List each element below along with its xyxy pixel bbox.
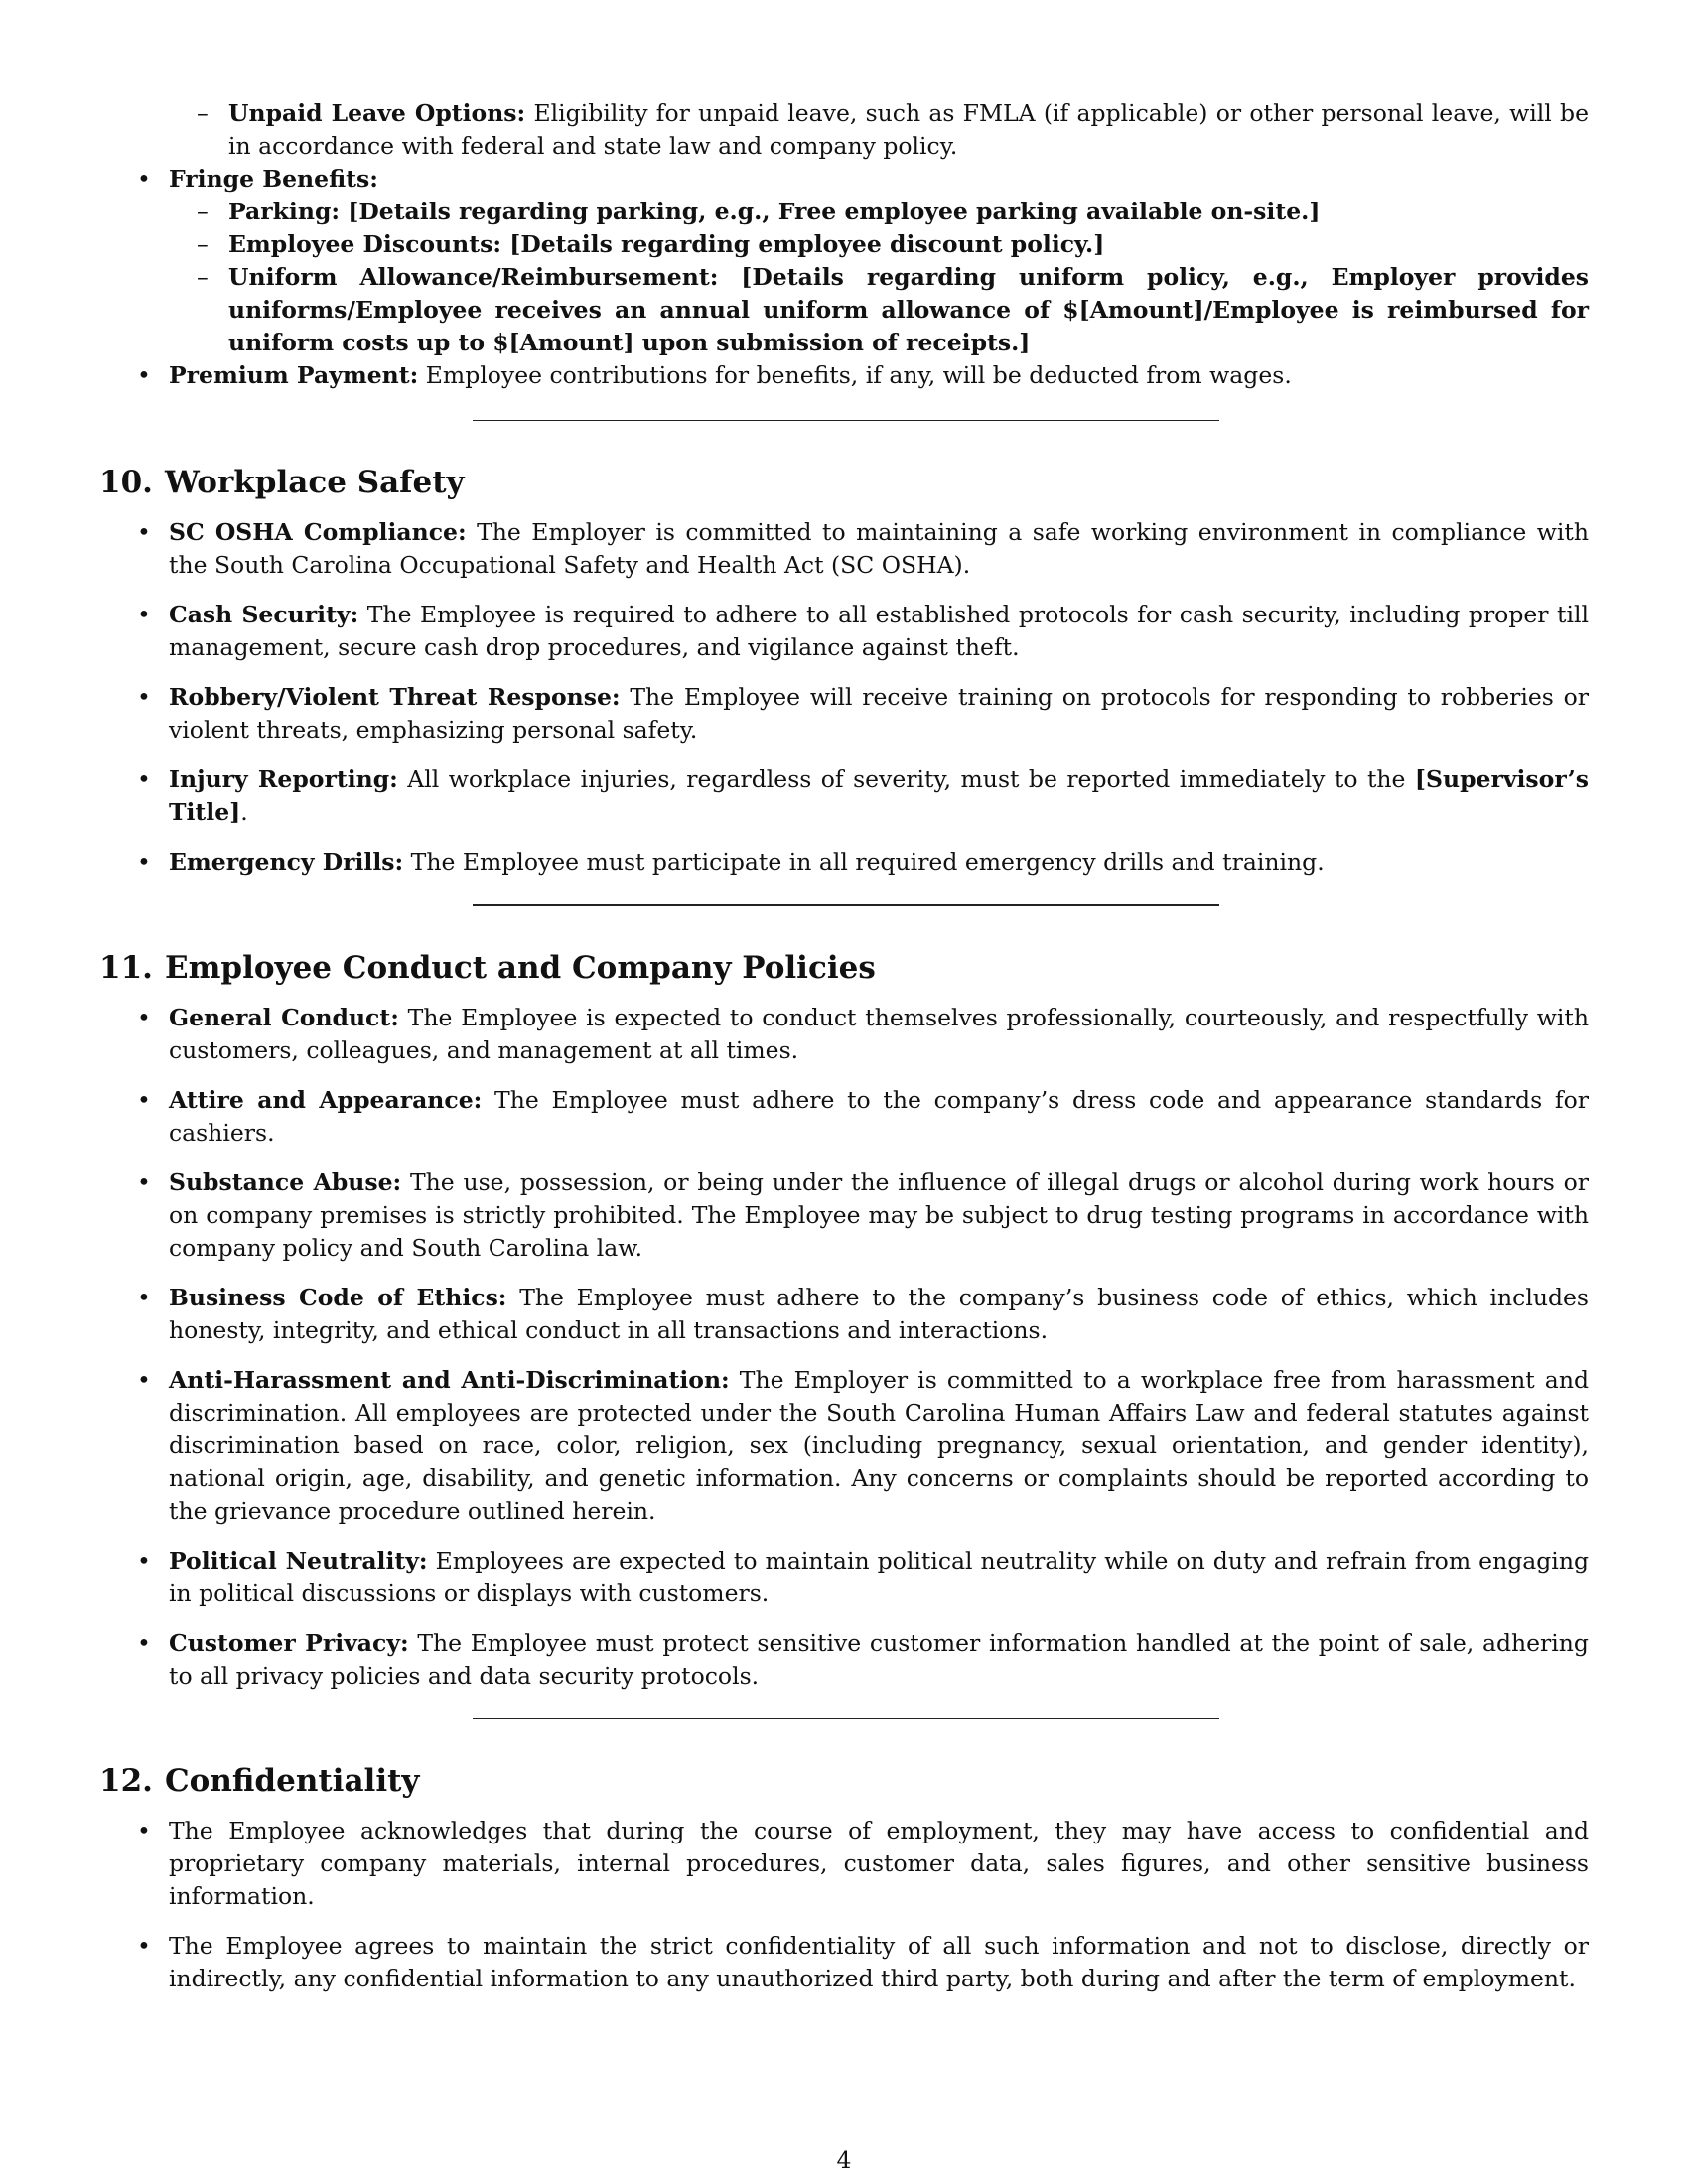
item-title: Substance Abuse: <box>169 1168 402 1196</box>
list-item <box>99 516 1589 582</box>
item-title: Uniform Allowance/Reimbursement: <box>228 263 719 291</box>
item-title: General Conduct: <box>169 1004 399 1031</box>
employee-conduct-list <box>99 1002 1589 1693</box>
item-title: Business Code of Ethics: <box>169 1284 507 1311</box>
section-number: 12. <box>99 1763 153 1799</box>
list-item <box>99 1166 1589 1265</box>
list-item <box>99 599 1589 664</box>
section-heading-employee-conduct <box>99 948 1589 988</box>
list-item <box>99 1282 1589 1347</box>
item-title: Emergency Drills: <box>169 848 404 876</box>
section-title: Workplace Safety <box>165 465 465 500</box>
item-title: Cash Security: <box>169 601 359 628</box>
section-title: Employee Conduct and Company Policies <box>165 950 876 986</box>
list-item-fringe-benefits <box>99 163 1589 196</box>
item-title: Customer Privacy: <box>169 1629 409 1657</box>
item-text: The Employer is committed to a workplace free from harassment and discrimination. All employees are protected under the South Carolina Human Affairs Law and federal statutes against discrimination based on race, color, religion, sex (including pregnancy, sexual orientation, and gender identity), national origin, age, disability, and genetic information. Any concerns or complaints should be reported according to the grievance procedure outlined herein. <box>169 1366 1589 1525</box>
item-title: Anti-Harassment and Anti-Discrimination: <box>169 1366 730 1394</box>
item-text: The Employee must protect sensitive customer information handled at the point of sale, adhering to all privacy policies and data security protocols. <box>169 1629 1589 1690</box>
list-item-employee-discounts <box>99 228 1589 261</box>
item-text: The Employee is required to adhere to all established protocols for cash security, including proper till management, secure cash drop procedures, and vigilance against theft. <box>169 601 1589 661</box>
document-page <box>99 97 1589 2012</box>
item-title: Attire and Appearance: <box>169 1086 483 1114</box>
section-number: 10. <box>99 465 153 500</box>
item-title: SC OSHA Compliance: <box>169 518 467 546</box>
item-title: Parking: <box>228 198 341 225</box>
list-item <box>99 1627 1589 1693</box>
confidentiality-list <box>99 1815 1589 1995</box>
benefits-continuation-list <box>99 97 1589 392</box>
item-title: Political Neutrality: <box>169 1547 428 1574</box>
section-number: 11. <box>99 950 153 986</box>
item-text: Eligibility for unpaid leave, such as FMLA (if applicable) or other personal leave, will be in accordance with federal and state law and company policy. <box>228 99 1589 160</box>
section-divider <box>473 1718 1219 1719</box>
list-item <box>99 1002 1589 1067</box>
list-item: • The Employee agrees to maintain the strict confidentiality of all such information and not to disclose, directly or indirectly, any confidential information to any unauthorized third party, both during and after the term of employment. <box>99 1930 1589 1995</box>
list-item-premium-payment <box>99 359 1589 392</box>
list-item <box>99 1364 1589 1528</box>
section-divider <box>473 904 1219 906</box>
item-title: Fringe Benefits: <box>169 165 378 193</box>
item-inline-bold: [Supervisor’s Title] <box>169 765 1589 826</box>
item-text: All workplace injuries, regardless of severity, must be reported immediately to the <box>397 765 1415 793</box>
item-text: The Employee must adhere to the company’s dress code and appearance standards for cashiers. <box>169 1086 1589 1147</box>
item-text: Employee contributions for benefits, if any, will be deducted from wages. <box>418 361 1292 389</box>
workplace-safety-list <box>99 516 1589 879</box>
item-text: The Employer is committed to maintaining a safe working environment in compliance with the South Carolina Occupational Safety and Health Act (SC OSHA). <box>169 518 1589 579</box>
item-text: The Employee will receive training on protocols for responding to robberies or violent threats, emphasizing personal safety. <box>169 683 1589 744</box>
list-item <box>99 763 1589 829</box>
list-item: • The Employee acknowledges that during the course of employment, they may have access to confidential and proprietary company materials, internal procedures, customer data, sales figures, and other sensitive business information. <box>99 1815 1589 1913</box>
item-text: Employees are expected to maintain political neutrality while on duty and refrain from engaging in political discussions or displays with customers. <box>169 1547 1589 1607</box>
list-item <box>99 846 1589 879</box>
list-item-unpaid-leave <box>99 97 1589 163</box>
page-number: 4 <box>836 2146 852 2174</box>
item-title: Employee Discounts: <box>228 230 502 258</box>
item-title: Injury Reporting: <box>169 765 398 793</box>
item-text: The use, possession, or being under the influence of illegal drugs or alcohol during work hours or on company premises is strictly prohibited. The Employee may be subject to drug testing programs in accordance with company policy and South Carolina law. <box>169 1168 1589 1262</box>
item-text: The Employee is expected to conduct themselves professionally, courteously, and respectfully with customers, colleagues, and management at all times. <box>169 1004 1589 1064</box>
list-item-parking <box>99 196 1589 228</box>
document-content <box>99 97 1589 1995</box>
item-tail: . <box>240 798 248 826</box>
section-title: Confidentiality <box>165 1763 420 1799</box>
list-item <box>99 1084 1589 1150</box>
list-item <box>99 1545 1589 1610</box>
section-heading-confidentiality <box>99 1761 1589 1801</box>
item-text: [Details regarding parking, e.g., Free employee parking available on-site.] <box>340 198 1321 225</box>
section-heading-workplace-safety <box>99 463 1589 502</box>
section-divider <box>473 420 1219 421</box>
item-title: Premium Payment: <box>169 361 419 389</box>
item-text: The Employee must participate in all required emergency drills and training. <box>403 848 1325 876</box>
list-item-uniform-allowance <box>99 261 1589 359</box>
item-text: [Details regarding uniform policy, e.g., Employer provides uniforms/Employee receives an annual uniform allowance of $[Amount]/Employee is reimbursed for uniform costs up to $[Amount] upon submission of receipts.] <box>228 263 1590 356</box>
item-title: Robbery/Violent Threat Response: <box>169 683 621 711</box>
list-item <box>99 681 1589 747</box>
item-title: Unpaid Leave Options: <box>228 99 526 127</box>
item-text: The Employee must adhere to the company’s business code of ethics, which includes honesty, integrity, and ethical conduct in all transactions and interactions. <box>169 1284 1589 1344</box>
item-text: [Details regarding employee discount policy.] <box>501 230 1105 258</box>
